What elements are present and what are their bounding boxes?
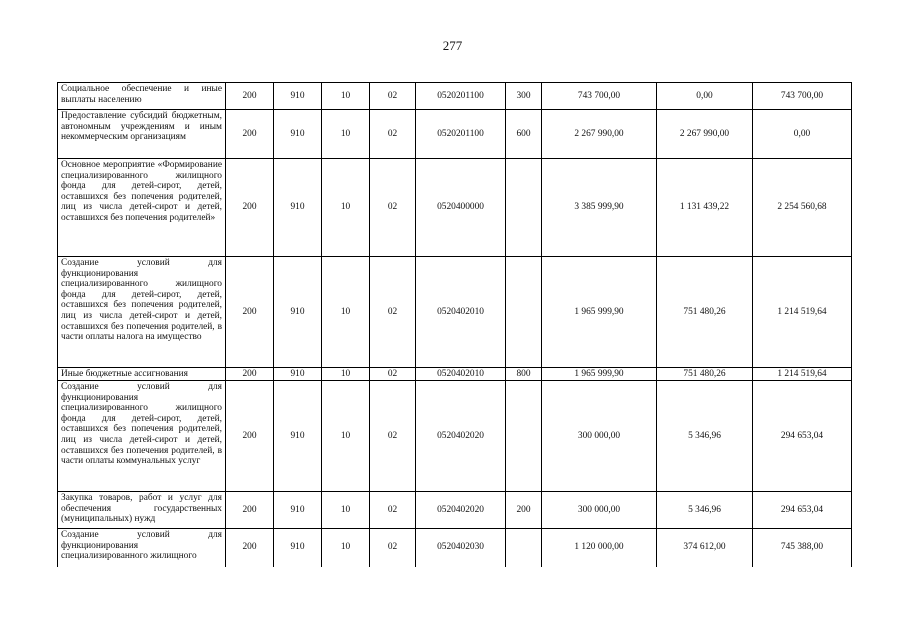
cell-expense-type: 600: [506, 110, 542, 159]
row-name: Создание условий для функционирования специализированного жилищного: [58, 529, 226, 567]
cell-expense-type: [506, 381, 542, 492]
cell-sum-3: 1 214 519,64: [753, 368, 852, 381]
cell-target-article: 0520201100: [416, 110, 506, 159]
cell-sum-total: 1 965 999,90: [542, 257, 657, 368]
cell-sum-2: 5 346,96: [657, 492, 753, 529]
cell-sum-3: 745 388,00: [753, 529, 852, 567]
cell-target-article: 0520201100: [416, 83, 506, 110]
cell-target-article: 0520402020: [416, 492, 506, 529]
cell-ministry: 910: [274, 492, 322, 529]
cell-sum-2: 2 267 990,00: [657, 110, 753, 159]
row-name: Предоставление субсидий бюджетным, автономным учреждениям и иным некоммерческим организациям: [58, 110, 226, 159]
cell-expense-type: [506, 159, 542, 257]
row-name: Закупка товаров, работ и услуг для обеспечения государственных (муниципальных) нужд: [58, 492, 226, 529]
cell-expense-type: 200: [506, 492, 542, 529]
cell-subsection: 02: [370, 368, 416, 381]
table-row: [58, 492, 852, 529]
cell-code: 200: [226, 257, 274, 368]
cell-sum-2: 751 480,26: [657, 257, 753, 368]
cell-code: 200: [226, 110, 274, 159]
table-row: [58, 368, 852, 381]
row-name: Создание условий для функционирования специализированного жилищного фонда для детей-сирот, детей, оставшихся без попечения родителей, лиц из числа детей-сирот и детей, оставшихся без попечения родителей, в части оплаты налога на имущество: [58, 257, 226, 368]
cell-sum-3: 294 653,04: [753, 381, 852, 492]
cell-subsection: 02: [370, 492, 416, 529]
cell-subsection: 02: [370, 83, 416, 110]
cell-ministry: 910: [274, 381, 322, 492]
cell-sum-3: 0,00: [753, 110, 852, 159]
cell-section: 10: [322, 110, 370, 159]
table-row: [58, 159, 852, 257]
cell-target-article: 0520402030: [416, 529, 506, 567]
cell-section: 10: [322, 368, 370, 381]
page-number: 277: [442, 38, 463, 53]
table-row: [58, 83, 852, 110]
cell-sum-2: 5 346,96: [657, 381, 753, 492]
cell-code: 200: [226, 159, 274, 257]
cell-sum-3: 2 254 560,68: [753, 159, 852, 257]
cell-sum-3: 743 700,00: [753, 83, 852, 110]
cell-ministry: 910: [274, 159, 322, 257]
cell-target-article: 0520402020: [416, 381, 506, 492]
row-name: Основное мероприятие «Формирование специализированного жилищного фонда для детей-сирот, детей, оставшихся без попечения родителей, лиц из числа детей-сирот и детей, оставшихся без попечения родителей»: [58, 159, 226, 257]
cell-expense-type: [506, 257, 542, 368]
cell-sum-2: 374 612,00: [657, 529, 753, 567]
cell-ministry: 910: [274, 110, 322, 159]
cell-code: 200: [226, 529, 274, 567]
cell-target-article: 0520402010: [416, 368, 506, 381]
cell-subsection: 02: [370, 381, 416, 492]
cell-code: 200: [226, 83, 274, 110]
cell-subsection: 02: [370, 257, 416, 368]
cell-section: 10: [322, 529, 370, 567]
cell-sum-total: 1 120 000,00: [542, 529, 657, 567]
cell-sum-total: 300 000,00: [542, 492, 657, 529]
cell-subsection: 02: [370, 529, 416, 567]
cell-code: 200: [226, 368, 274, 381]
cell-ministry: 910: [274, 368, 322, 381]
cell-sum-total: 300 000,00: [542, 381, 657, 492]
row-name: Иные бюджетные ассигнования: [58, 368, 226, 381]
cell-section: 10: [322, 492, 370, 529]
cell-code: 200: [226, 381, 274, 492]
cell-subsection: 02: [370, 110, 416, 159]
cell-target-article: 0520400000: [416, 159, 506, 257]
cell-ministry: 910: [274, 257, 322, 368]
cell-sum-total: 3 385 999,90: [542, 159, 657, 257]
cell-section: 10: [322, 159, 370, 257]
cell-expense-type: 300: [506, 83, 542, 110]
cell-code: 200: [226, 492, 274, 529]
cell-expense-type: [506, 529, 542, 567]
table-row: [58, 381, 852, 492]
cell-ministry: 910: [274, 529, 322, 567]
cell-section: 10: [322, 83, 370, 110]
table-row: [58, 110, 852, 159]
cell-section: 10: [322, 257, 370, 368]
cell-subsection: 02: [370, 159, 416, 257]
cell-sum-3: 1 214 519,64: [753, 257, 852, 368]
cell-sum-2: 1 131 439,22: [657, 159, 753, 257]
table-row: [58, 529, 852, 567]
cell-sum-total: 2 267 990,00: [542, 110, 657, 159]
row-name: Создание условий для функционирования специализированного жилищного фонда для детей-сирот, детей, оставшихся без попечения родителей, лиц из числа детей-сирот и детей, оставшихся без попечения родителей, в части оплаты коммунальных услуг: [58, 381, 226, 492]
cell-sum-total: 1 965 999,90: [542, 368, 657, 381]
cell-sum-2: 751 480,26: [657, 368, 753, 381]
row-name: Социальное обеспечение и иные выплаты населению: [58, 83, 226, 110]
table-row: [58, 257, 852, 368]
cell-expense-type: 800: [506, 368, 542, 381]
cell-section: 10: [322, 381, 370, 492]
cell-ministry: 910: [274, 83, 322, 110]
cell-sum-2: 0,00: [657, 83, 753, 110]
budget-table: [57, 82, 852, 567]
cell-target-article: 0520402010: [416, 257, 506, 368]
cell-sum-3: 294 653,04: [753, 492, 852, 529]
cell-sum-total: 743 700,00: [542, 83, 657, 110]
